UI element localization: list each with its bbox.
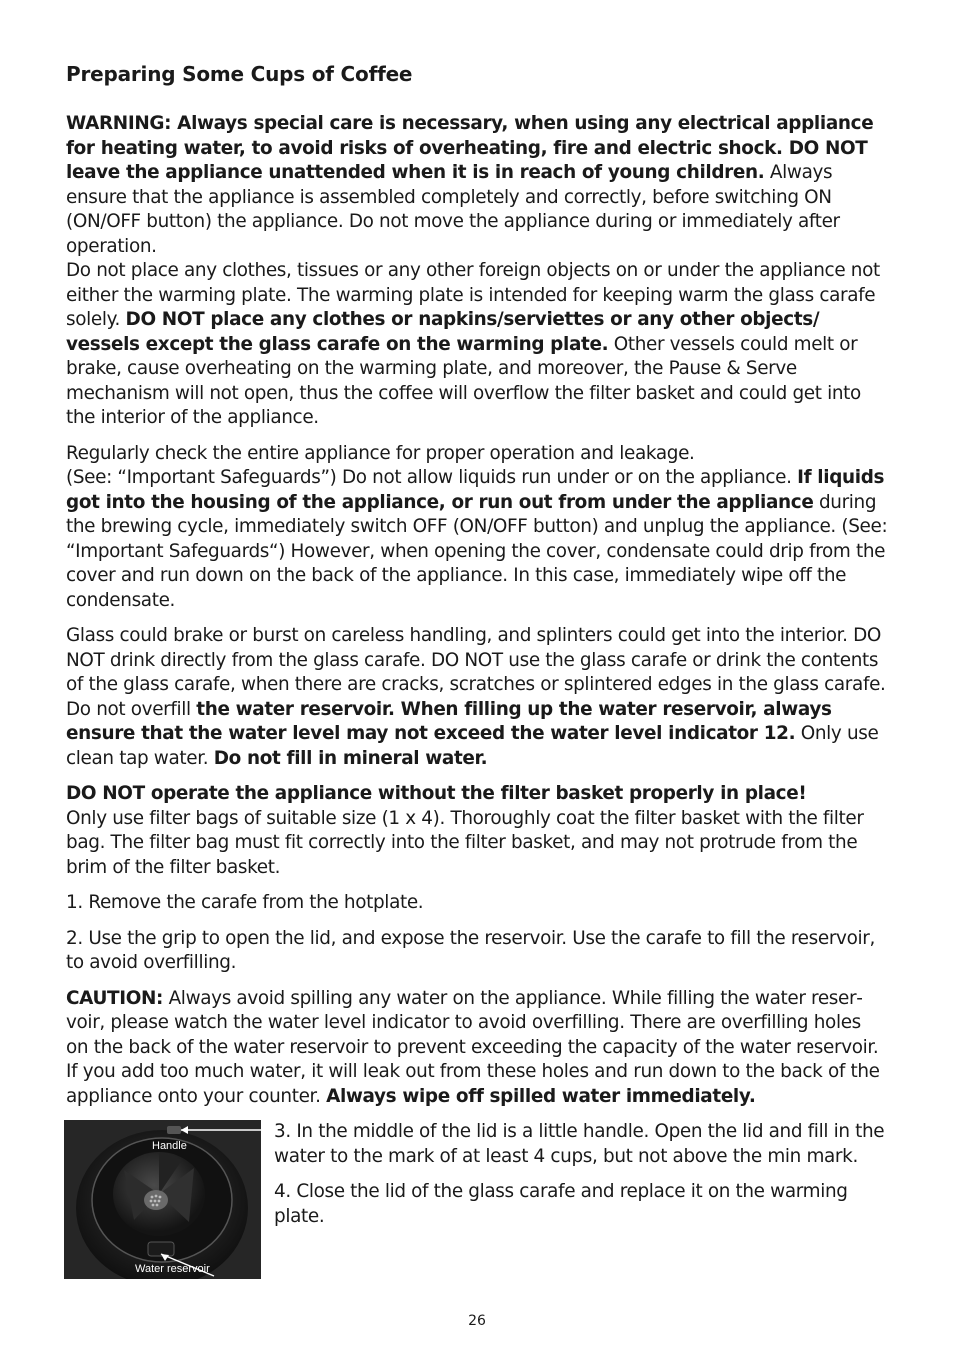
warming-plate-text-2: Other vessels could melt or brake, cause overheating on the warming plate, and moreover, the Pause & Serve mechanism will not open, thus the coffee will overflow the filter basket and could get into the interior of the appliance. xyxy=(66,333,861,428)
step-2: 2. Use the grip to open the lid, and expose the reservoir. Use the carafe to fill the reservoir, to avoid overfilling. xyxy=(66,927,875,973)
warming-plate-text-1: Do not place any clothes, tissues or any other foreign objects on or under the appliance not either the warming plate. The warming plate is intended for keeping warm the glass carafe solely. xyxy=(66,260,880,330)
figure-row xyxy=(66,1120,888,1279)
warning-paragraph xyxy=(66,112,888,259)
filter-bold-text: DO NOT operate the appliance without the filter basket properly in place! xyxy=(66,783,807,804)
caution-label: CAUTION: xyxy=(66,987,164,1009)
glass-text-1: Glass could brake or burst on careless handling, and splinters could get into the interior. DO NOT drink directly from the glass carafe. DO NOT use the glass carafe or drink the contents of the glass carafe, when there are cracks, scratches or splintered edges in the glass carafe. Do not overfill xyxy=(66,625,886,720)
coffee-maker-photo xyxy=(64,1120,261,1279)
warming-plate-bold-text: DO NOT place any clothes or napkins/serviettes or any other objects/ vessels except the glass carafe on the warming plate. xyxy=(66,309,820,355)
caution-bold-text: Always wipe off spilled water immediately. xyxy=(326,1085,756,1107)
leakage-text-1: Regularly check the entire appliance for proper operation and leakage. xyxy=(66,442,695,464)
page-content xyxy=(66,62,888,1279)
leakage-paragraph xyxy=(66,442,888,614)
glass-paragraph xyxy=(66,624,888,771)
caution-paragraph xyxy=(66,987,888,1110)
water-reservoir-label: Water reservoir xyxy=(135,1263,210,1275)
leakage-text-3: during the brewing cycle, immediately switch OFF (ON/OFF button) and unplug the appliance. (See: “Important Safeguards“) However, when opening the cover, condensate could drip from the cover and run down on the back of the appliance. In this case, immediately wipe off the condensate. xyxy=(66,491,888,611)
page-number: 26 xyxy=(468,1313,486,1329)
caution-text: Always avoid spilling any water on the appliance. While filling the water reservoir, please watch the water level indicator to avoid overfilling. There are overfilling holes on the back of the water reservoir to prevent exceeding the capacity of the water reservoir. If you add too much water, it will leak out from these holes and run down to the back of the appliance onto your counter. xyxy=(66,987,880,1107)
leakage-bold-text: If liquids got into the housing of the appliance, or run out from under the appliance xyxy=(66,467,885,513)
figure-text xyxy=(274,1120,888,1240)
glass-text-2: Only use clean tap water. xyxy=(66,723,879,769)
filter-text: Only use filter bags of suitable size (1 x 4). Thoroughly coat the filter basket with the filter bag. The filter bag must fit correctly into the filter basket, and may not protrude from the brim of the filter basket. xyxy=(66,807,864,878)
leakage-text-2: (See: “Important Safeguards”) Do not allow liquids run under or on the appliance. xyxy=(66,467,798,488)
warning-text: Always ensure that the appliance is assembled completely and correctly, before switching ON (ON/OFF button) the appliance. Do not move the appliance during or immediately after operation. xyxy=(66,162,840,257)
step-1: 1. Remove the carafe from the hotplate. xyxy=(66,892,424,913)
filter-paragraph xyxy=(66,782,888,880)
glass-bold-text-2: Do not fill in mineral water. xyxy=(213,747,488,769)
warming-plate-paragraph xyxy=(66,259,888,431)
warning-bold-text: WARNING: Always special care is necessary, when using any electrical appliance for heating water, to avoid risks of overheating, fire and electric shock. DO NOT leave the appliance unattended when it is in reach of young children. xyxy=(66,113,874,183)
glass-bold-text-1: the water reservoir. When filling up the water reservoir, always ensure that the water level may not exceed the water level indicator 12. xyxy=(66,698,832,744)
step-4: 4. Close the lid of the glass carafe and replace it on the warming plate. xyxy=(274,1181,848,1227)
page-title: Preparing Some Cups of Coffee xyxy=(66,62,413,86)
handle-label: Handle xyxy=(152,1140,187,1152)
step-3: 3. In the middle of the lid is a little handle. Open the lid and fill in the water to the mark of at least 4 cups, but not above the min mark. xyxy=(274,1121,885,1167)
